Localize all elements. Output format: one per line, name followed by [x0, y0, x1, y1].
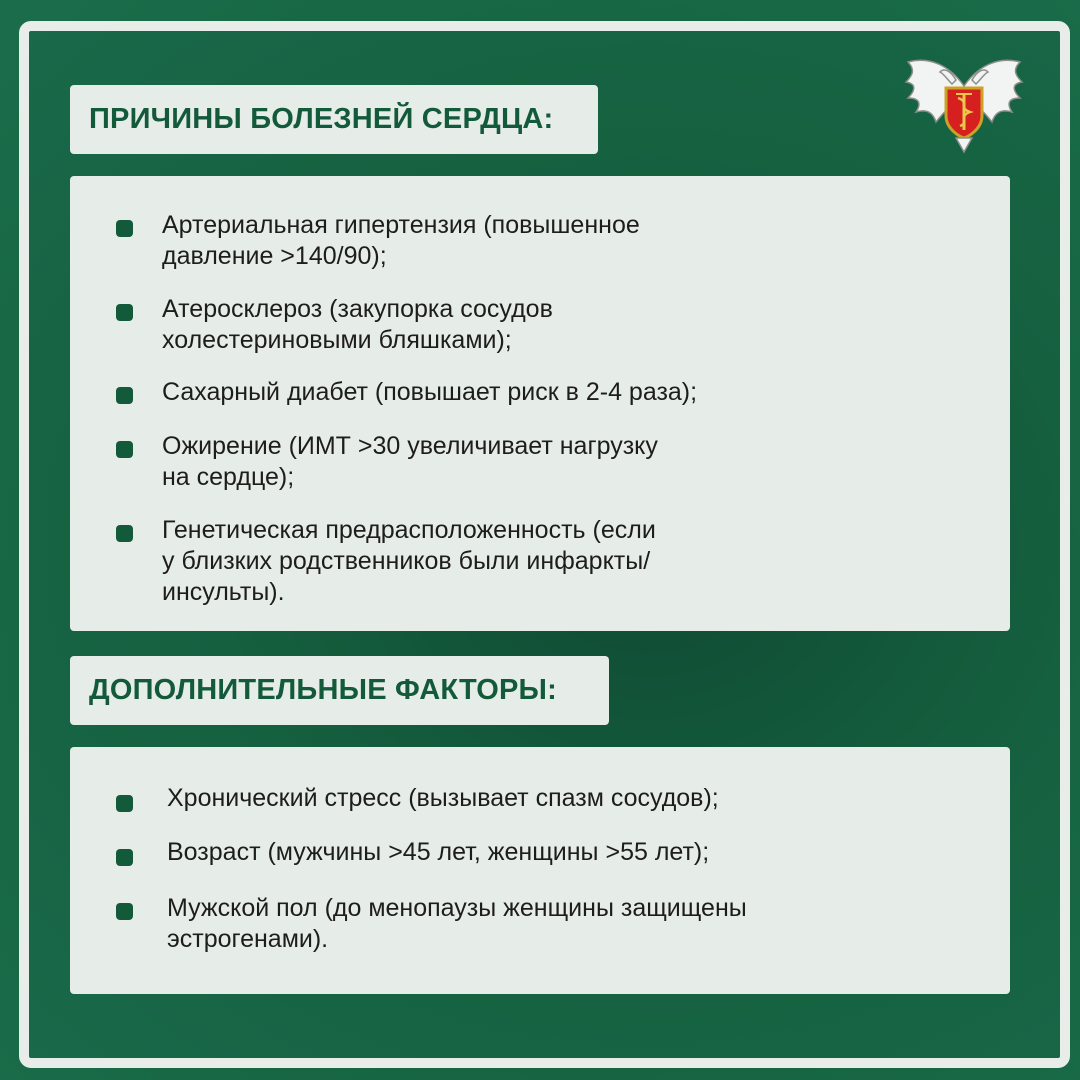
list-item-text: Ожирение (ИМТ >30 увеличивает нагрузку на сердце);	[162, 432, 658, 491]
bullet-icon	[116, 525, 133, 542]
bullet-icon	[116, 903, 133, 920]
bullet-icon	[116, 795, 133, 812]
bullet-icon	[116, 304, 133, 321]
bullet-icon	[116, 849, 133, 866]
eagle-emblem-icon	[900, 46, 1028, 158]
list-item-text: Мужской пол (до менопаузы женщины защищены эстрогенами).	[167, 894, 747, 953]
bullet-icon	[116, 387, 133, 404]
causes-panel	[70, 176, 1010, 631]
bullet-icon	[116, 441, 133, 458]
causes-heading-box	[70, 85, 598, 154]
list-item-text: Сахарный диабет (повышает риск в 2-4 раза);	[162, 378, 698, 406]
causes-heading: ПРИЧИНЫ БОЛЕЗНЕЙ СЕРДЦА:	[89, 103, 554, 135]
factors-heading-box	[70, 656, 609, 725]
factors-panel	[70, 747, 1010, 994]
bullet-icon	[116, 220, 133, 237]
list-item-text: Атеросклероз (закупорка сосудов холестериновыми бляшками);	[162, 295, 553, 354]
factors-heading: ДОПОЛНИТЕЛЬНЫЕ ФАКТОРЫ:	[89, 674, 557, 706]
list-item-text: Генетическая предрасположенность (если у близких родственников были инфаркты/ инсульты).	[162, 516, 656, 606]
list-item-text: Возраст (мужчины >45 лет, женщины >55 лет);	[167, 838, 710, 866]
list-item-text: Хронический стресс (вызывает спазм сосудов);	[167, 784, 719, 812]
list-item-text: Артериальная гипертензия (повышенное давление >140/90);	[162, 211, 640, 270]
